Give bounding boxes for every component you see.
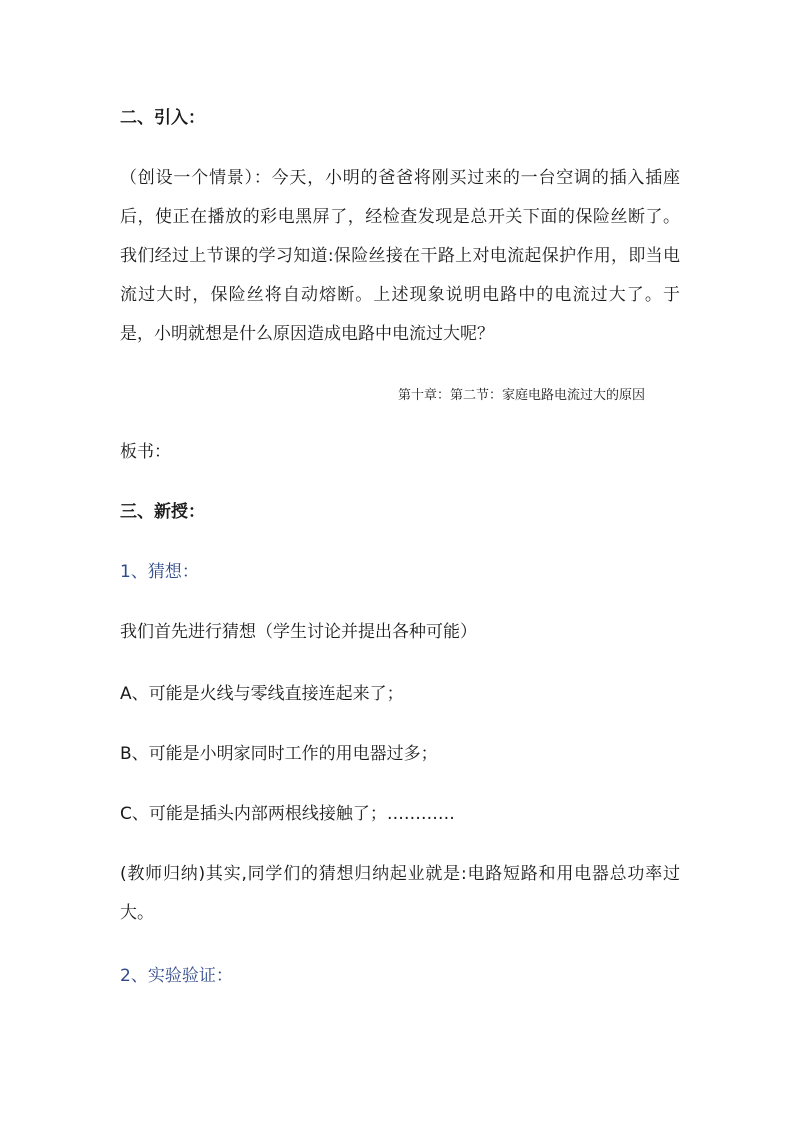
new-lesson-heading: 三、新授： (120, 502, 205, 522)
guess-item-a: A、可能是火线与零线直接连起来了； (120, 684, 404, 704)
intro-heading: 二、引入： (120, 108, 205, 128)
guess-intro: 我们首先进行猜想（学生讨论并提出各种可能） (120, 622, 477, 642)
board-label: 板书： (120, 442, 171, 462)
experiment-heading: 2、实验验证： (120, 966, 233, 986)
guess-item-b: B、可能是小明家同时工作的用电器过多； (120, 744, 438, 764)
intro-paragraph: （创设一个情景）：今天，小明的爸爸将刚买过来的一台空调的插入插座后，使正在播放的彩电黑屏了，经检查发现是总开关下面的保险丝断了。我们经过上节课的学习知道:保险丝接在干路上对电流起保护作用，即当电流过大时，保险丝将自动熔断。上述现象说明电路中的电流过大了。于是，小明就想是什么原因造成电路中电流过大呢？ (120, 168, 680, 344)
guess-item-c: C、可能是插头内部两根线接触了；………… (120, 804, 455, 824)
guess-heading: 1、猜想： (120, 562, 199, 582)
summary-paragraph: (教师归纳)其实,同学们的猜想归纳起业就是:电路短路和用电器总功率过大。 (120, 864, 680, 923)
board-title: 第十章：第二节：家庭电路电流过大的原因 (398, 388, 646, 403)
